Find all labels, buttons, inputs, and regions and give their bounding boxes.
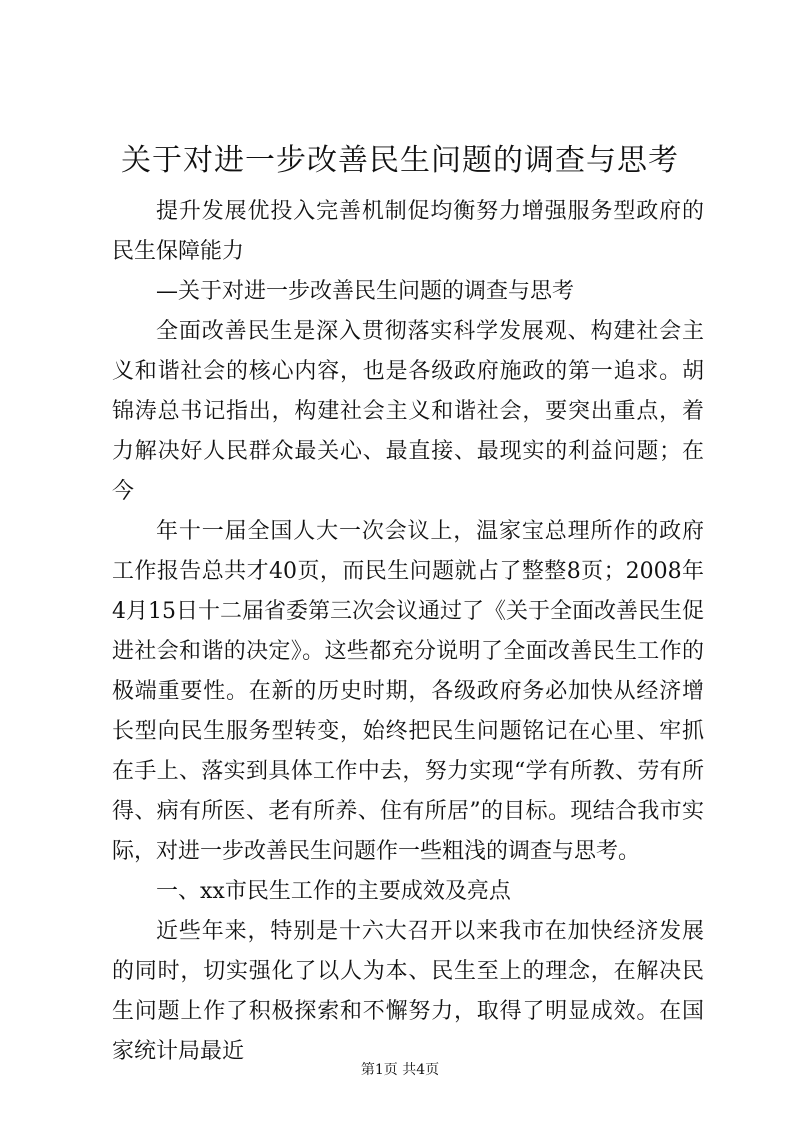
document-title: 关于对进一步改善民生问题的调查与思考 bbox=[121, 143, 679, 178]
paragraph-subtitle-dash: —关于对进一步改善民生问题的调查与思考 bbox=[156, 279, 575, 304]
section-heading: 一、xx市民生工作的主要成效及亮点 bbox=[156, 879, 511, 904]
page-footer: 第1页 共4页 bbox=[360, 1062, 440, 1078]
document-body bbox=[112, 192, 704, 1072]
paragraph-section-one: 近些年来，特别是十六大召开以来我市在加快经济发展的同时，切实强化了以人为本、民生至上的理念，在解决民生问题上作了积极探索和不懈努力，取得了明显成效。在国家统计局最近 bbox=[112, 919, 704, 1064]
paragraph-subtitle: 提升发展优投入完善机制促均衡努力增强服务型政府的民生保障能力 bbox=[112, 199, 704, 264]
paragraph-continued: 年十一届全国人大一次会议上，温家宝总理所作的政府工作报告总共才40页，而民生问题就占了整整8页；2008年4月15日十二届省委第三次会议通过了《关于全面改善民生促进社会和谐的决定》。这些都充分说明了全面改善民生工作的极端重要性。在新的历史时期，各级政府务必加快从经济增长型向民生服务型转变，始终把民生问题铭记在心里、牢抓在手上、落实到具体工作中去，努力实现“学有所教、劳有所得、病有所医、老有所养、住有所居”的目标。现结合我市实际，对进一步改善民生问题作一些粗浅的调查与思考。 bbox=[112, 519, 704, 864]
paragraph-intro: 全面改善民生是深入贯彻落实科学发展观、构建社会主义和谐社会的核心内容，也是各级政府施政的第一追求。胡锦涛总书记指出，构建社会主义和谐社会，要突出重点，着力解决好人民群众最关心、最直接、最现实的利益问题；在今 bbox=[112, 319, 704, 504]
